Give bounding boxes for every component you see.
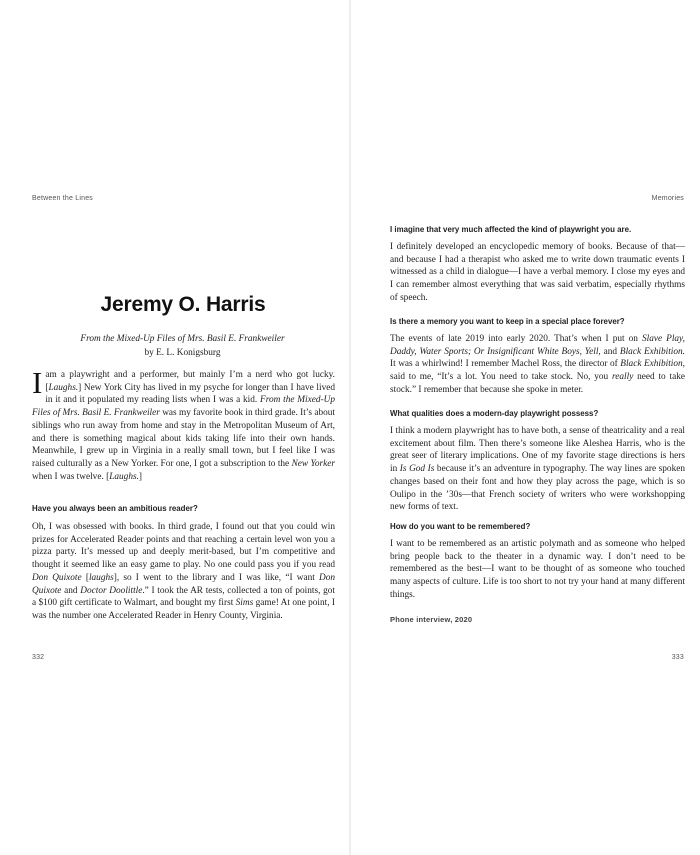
question-heading: How do you want to be remembered? <box>390 522 531 531</box>
interview-source: Phone interview, 2020 <box>390 615 473 624</box>
answer-paragraph: I want to be remembered as an artistic polymath and as someone who helped bring people back to the theater in a dynamic way. I don’t need to be remembered as the best—I want to be thought of as someone who touched many aspects of culture. Life is too short to not try your hand at many different things. <box>390 539 685 600</box>
page-title: Jeremy O. Harris <box>100 293 266 316</box>
book-author: by E. L. Konigsburg <box>144 348 221 358</box>
running-head: Memories <box>651 195 684 202</box>
question-heading: What qualities does a modern-day playwright possess? <box>390 409 599 418</box>
drop-cap: I <box>32 365 43 400</box>
answer-paragraph: The events of late 2019 into early 2020. That’s when I put on Slave Play, Daddy, Water Sports; Or Insignificant White Boys, Yell, and Black Exhibition. It was a whirlwind! I remember Machel Ross, the director of Black Exhibition, said to me, “It’s a lot. You need to take stock. No, you really need to take stock.” I remember that because she spoke in meter. <box>390 334 686 395</box>
question-heading: Is there a memory you want to keep in a special place forever? <box>390 317 625 326</box>
intro-paragraph: I am a playwright and a performer, but mainly I’m a nerd who got lucky. [Laughs.] New York City has lived in my psyche for longer than I have lived in it and it populated my reading lists when I was a kid. From the Mixed-Up Files of Mrs. Basil E. Frankweiler was my favorite book in third grade. It’s about siblings who run away from home and stay in the Metropolitan Museum of Art, and there is something magical about kids taking life into their own hands. Meanwhile, I grew up in Virginia in a really small town, but I feel like I was raised culturally as a New Yorker. For one, I got a subscription to the New Yorker when I was twelve. [Laughs.] <box>32 365 335 482</box>
page-number: 333 <box>671 654 684 661</box>
page-number: 332 <box>32 654 45 661</box>
running-head: Between the Lines <box>32 195 93 202</box>
right-page <box>350 0 700 855</box>
answer-paragraph: I think a modern playwright has to have both, a sense of theatricality and a real excitement about film. Then there’s someone like Aleshea Harris, who is the great seer of literary implications. One of my favorite stage directions is hers in Is God Is because it’s an adventure in typography. The way lines are spoken changes based on their font and how they play across the page, which is so Oulipo in the ’30s—that French society of writers who were workshopping new forms of text. <box>390 426 685 513</box>
question-heading: I imagine that very much affected the kind of playwright you are. <box>390 225 632 234</box>
book-subtitle <box>80 332 285 360</box>
book-title-italic: From the Mixed-Up Files of Mrs. Basil E. Frankweiler <box>80 334 285 344</box>
answer-paragraph: Oh, I was obsessed with books. In third grade, I found out that you could win prizes for Accelerated Reader points and that reaching a certain level won you a pizza party. It’s messed up and deeply merit-based, but I’m competitive and thought it seemed like an easy game to play. No one could pass you if you read Don Quixote [laughs], so I went to the library and I was like, “I want Don Quixote and Doctor Doolittle.” I took the AR tests, collected a ton of points, got a $100 gift certificate to Walmart, and bought my first Sims game! At one point, I was the number one Accelerated Reader in Henry County, Virginia. <box>32 522 336 621</box>
question-heading: Have you always been an ambitious reader? <box>32 504 198 513</box>
answer-paragraph: I definitely developed an encyclopedic memory of books. Because of that—and because I had a therapist who asked me to write down traumatic events I witnessed as a child in dialogue—I have a verbal memory. I close my eyes and I can remember almost everything that was said verbatim, especially rhythms of speech. <box>390 242 685 303</box>
